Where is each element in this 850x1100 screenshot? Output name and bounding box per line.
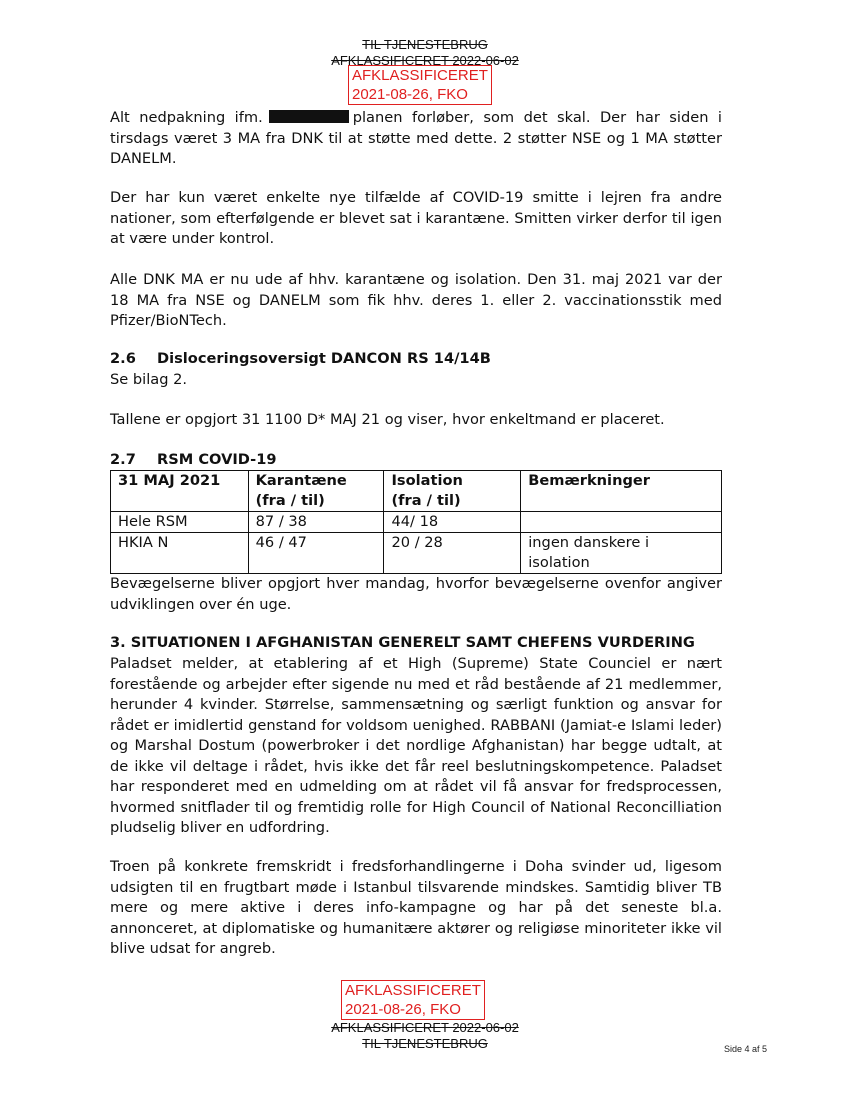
table-header-cell: Bemærkninger [521,471,722,512]
table-cell: ingen danskere i isolation [521,533,722,574]
table-header-row [111,471,722,512]
declassification-marking: AFKLASSIFICERET 2022-06-02 [331,53,519,68]
declassification-marking-footer: AFKLASSIFICERET 2022-06-02 [331,1020,519,1035]
stamp-line-1: AFKLASSIFICERET [345,982,481,999]
table-cell: 46 / 47 [248,533,384,574]
paragraph-vaccination: Alle DNK MA er nu ude af hhv. karantæne og isolation. Den 31. maj 2021 var der 18 MA fra NSE og DANELM som fik hhv. deres 1. eller 2. vaccinationsstik med Pfizer/BioNTech. [110,271,722,329]
classification-marking-footer: TIL TJENESTEBRUG [362,1036,488,1051]
paragraph-figures: Tallene er opgjort 31 1100 D* MAJ 21 og viser, hvor enkeltmand er placeret. [110,411,665,428]
paragraph-covid: Der har kun været enkelte nye tilfælde af COVID-19 smitte i lejren fra andre nationer, som efterfølgende er blevet sat i karantæne. Smitten virker derfor til igen at være under kontrol. [110,189,722,247]
paragraph-doha: Troen på konkrete fremskridt i fredsforhandlingerne i Doha svinder ud, ligesom udsigten til en frugtbart møde i Istanbul tilsvarende mindskes. Samtidig bliver TB mere og mere aktive i deres info-kampagne og har på det seneste bl.a. annonceret, at diplomatiske og humanitære aktører og religiøse minoriteter ikke vil blive udsat for angreb. [110,858,722,957]
table-cell [521,512,722,533]
rsm-covid-table [110,470,722,574]
table-cell: 87 / 38 [248,512,384,533]
declassified-stamp-footer [341,980,485,1020]
table-cell: 20 / 28 [384,533,521,574]
stamp-line-2: 2021-08-26, FKO [345,1001,461,1018]
stamp-line-2: 2021-08-26, FKO [352,86,468,103]
classification-marking: TIL TJENESTEBRUG [362,37,488,52]
table-cell: HKIA N [111,533,249,574]
section-2-6-text: Se bilag 2. [110,371,188,388]
section-heading-3: 3. SITUATIONEN I AFGHANISTAN GENERELT SAMT CHEFENS VURDERING [110,634,695,651]
section-heading-2-7 [110,451,277,468]
paragraph-text: Alt nedpakning ifm. [110,109,263,126]
table-cell: 44/ 18 [384,512,521,533]
paragraph-palace: Paladset melder, at etablering af et High (Supreme) State Counciel er nært forestående og arbejder efter sigende nu med et råd bestående af 21 medlemmer, herunder 4 kvinder. Størrelse, sammensætning og særligt funktion og ansvar for rådet er imidlertid genstand for voldsom uenighed. RABBANI (Jamiat-e Islami leder) og Marshal Dostum (powerbroker i det nordlige Afghanistan) har begge udtalt, at de ikke vil deltage i rådet, hvis ikke det får reel beslutningskompetence. Paladset har responderet med en udmelding om at rådet vil få ansvar for fredsprocessen, hvormed snitflader til og fremtidig rolle for High Council of National Reconcilliation pludselig bliver en udfordring. [110,655,722,836]
stamp-line-1: AFKLASSIFICERET [352,67,488,84]
paragraph-packing [110,108,722,170]
table-header-cell: Isolation (fra / til) [384,471,521,512]
section-number: 2.7 [110,451,136,468]
section-heading-2-6 [110,350,491,367]
declassified-stamp [348,65,492,105]
table-header-cell: 31 MAJ 2021 [111,471,249,512]
paragraph-movements: Bevægelserne bliver opgjort hver mandag, hvorfor bevægelserne ovenfor angiver udviklingen over én uge. [110,575,722,613]
redaction-bar [269,110,349,123]
table-row [111,533,722,574]
table-cell: Hele RSM [111,512,249,533]
table-row [111,512,722,533]
section-number: 2.6 [110,350,136,367]
table-header-cell: Karantæne (fra / til) [248,471,384,512]
section-title: RSM COVID-19 [157,451,277,468]
paragraph-text: planen forløber, som det skal. Der har siden i tirsdags været 3 MA fra DNK til at støtte med dette. 2 støtter NSE og 1 MA støtter DANELM. [110,109,722,167]
page-number: Side 4 af 5 [723,1044,767,1054]
section-title: Disloceringsoversigt DANCON RS 14/14B [157,350,491,367]
